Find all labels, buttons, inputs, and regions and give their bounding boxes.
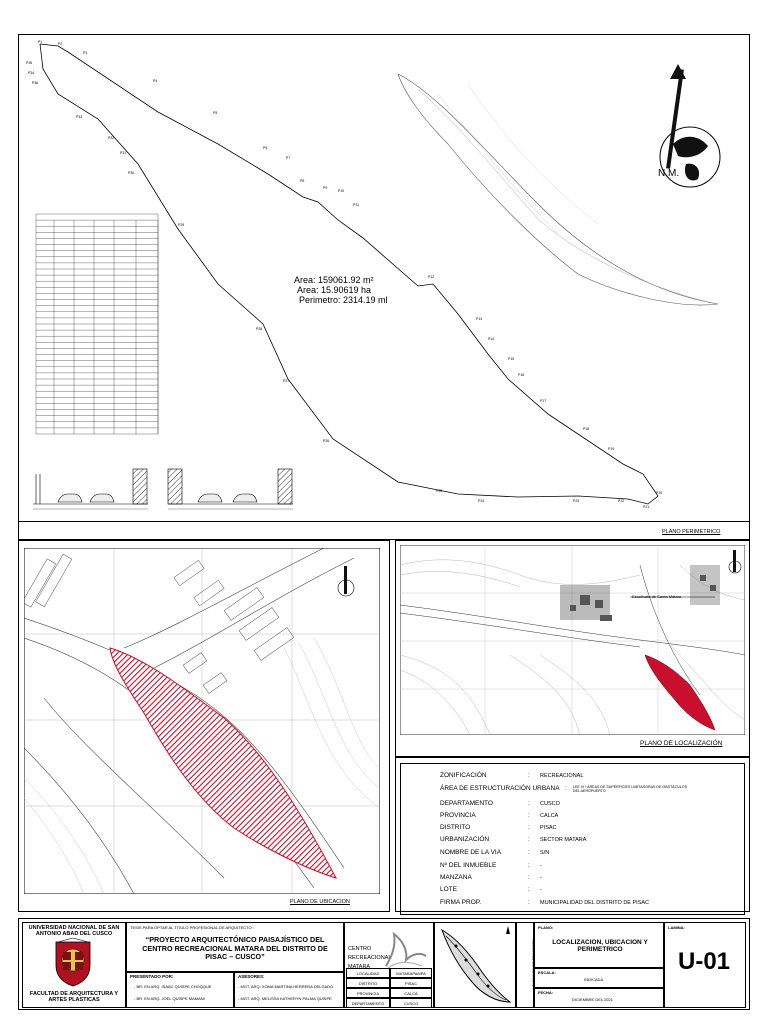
svg-text:P2: P2 — [58, 42, 63, 46]
svg-text:P17: P17 — [540, 399, 547, 403]
info-row-value: RECREACIONAL — [540, 773, 584, 779]
svg-text:P31: P31 — [120, 151, 127, 155]
localizacion-drawing — [400, 545, 745, 735]
info-row-colon: : — [528, 772, 530, 779]
advisor-2: - MGT. ARQ. MELISSA KATHERYN PALMA QUISPE — [238, 996, 332, 1001]
presenter-1: - BR. EN ARQ. ISAAC QUISPE CHOQQUE — [134, 984, 212, 989]
svg-text:P34: P34 — [28, 71, 35, 75]
info-row-value: - — [540, 875, 542, 881]
ubicacion-drawing — [24, 548, 380, 894]
info-row-label: PROVINCIA — [440, 812, 476, 819]
info-row-label: MANZANA — [440, 874, 472, 881]
loc-row-value: PISAC — [390, 978, 432, 988]
presenter-2: - BR. EN ARQ. JOEL QUISPE MAMANI — [134, 996, 205, 1001]
project-title: “PROYECTO ARQUITECTÓNICO PAISAJÍSTICO DEL CENTRO RECREACIONAL MATARA DEL DISTRITO DE PISAC – CUSCO” — [142, 935, 328, 962]
info-row-label: LOTE — [440, 886, 457, 893]
site-thumbnail — [436, 924, 514, 1006]
area-ha-text: Area: 15.90619 ha — [297, 285, 372, 295]
svg-text:P16: P16 — [518, 373, 525, 377]
info-row-label: URBANIZACIÓN — [440, 836, 490, 843]
svg-text:P18: P18 — [583, 427, 590, 431]
info-row-colon: : — [528, 899, 530, 906]
svg-text:P26: P26 — [323, 439, 330, 443]
loc-row-label: LOCALIDAD — [346, 968, 390, 978]
svg-text:P4: P4 — [153, 79, 158, 83]
svg-text:P30: P30 — [128, 171, 135, 175]
info-row-label: NOMBRE DE LA VIA — [440, 849, 502, 856]
svg-text:P28: P28 — [256, 327, 263, 331]
svg-text:P1: P1 — [38, 40, 43, 44]
svg-text:P21: P21 — [643, 505, 650, 509]
svg-text:P22: P22 — [618, 499, 625, 503]
loc-row-label: DEPARTAMENTO — [346, 998, 390, 1008]
advisor-1: - MGT. ARQ. XOMA MARTINA HERRERA DELGADO — [238, 984, 334, 989]
center-name-3: MATARA — [348, 964, 371, 970]
svg-text:P27: P27 — [283, 379, 290, 383]
info-row-colon: : — [528, 862, 530, 869]
svg-text:P3: P3 — [83, 51, 88, 55]
loc-row-value: CUSCO — [390, 998, 432, 1008]
center-name-2: RECREACIONAL — [348, 955, 392, 961]
escala-value: INDICADA — [584, 977, 604, 982]
svg-text:P10: P10 — [338, 189, 345, 193]
road-section-1 — [33, 469, 148, 509]
thesis-note: TESIS PARA OPTAR AL TITULO PROFESIONAL DE ARQUITECTO : — [130, 925, 254, 930]
info-row-colon: : — [528, 836, 530, 843]
info-row-value: S/N — [540, 850, 550, 856]
info-row-label: ÁREA DE ESTRUCTURACIÓN URBANA — [440, 785, 560, 792]
svg-text:P23: P23 — [573, 499, 580, 503]
info-row-colon: : — [528, 824, 530, 831]
university-name: UNIVERSIDAD NACIONAL DE SAN ANTONIO ABAD DEL CUSCO — [28, 925, 120, 937]
perimeter-polygon — [40, 44, 658, 504]
svg-text:P12: P12 — [428, 275, 435, 279]
info-row-value: LEE VI / ÁREAS DE SUPERFICIES LIMITADORAS DE OBSTÁCULOS DEL AEROPUERTO — [573, 785, 687, 793]
svg-text:P14: P14 — [488, 337, 495, 341]
loc-row-label: DISTRITO — [346, 978, 390, 988]
info-row-colon: : — [565, 785, 567, 792]
fecha-value: DICIEMBRE DEL 2021 — [572, 997, 613, 1002]
north-label: N.M. — [658, 168, 680, 179]
svg-text:P32: P32 — [108, 136, 115, 140]
perimeter-plan-caption: PLANO PERIMETRICO — [662, 529, 721, 535]
svg-text:P33: P33 — [76, 115, 83, 119]
advisors-label: ASESORES: — [238, 974, 265, 979]
info-row-label: Nº DEL INMUEBLE — [440, 862, 497, 869]
info-row-colon: : — [528, 886, 530, 893]
info-row-value: MUNICIPALIDAD DEL DISTRITO DE PISAC — [540, 900, 650, 906]
svg-text:P24: P24 — [478, 499, 485, 503]
svg-text:P36: P36 — [32, 81, 39, 85]
perimeter-text: Perimetro: 2314.19 ml — [299, 295, 388, 305]
info-row-value: SECTOR MATARÁ — [540, 837, 587, 843]
loc-row-value: CALCA — [390, 988, 432, 998]
svg-text:P19: P19 — [608, 447, 615, 451]
info-row-value: - — [540, 887, 542, 893]
lamina-label: LAMINA: — [668, 925, 685, 930]
faculty-name: FACULTAD DE ARQUITECTURA Y ARTES PLASTICAS — [29, 991, 119, 1003]
center-logo-icon — [382, 926, 430, 970]
site-label: UBICACION DE PROYECTO — [531, 939, 536, 989]
presented-by-label: PRESENTADO POR: — [130, 974, 174, 979]
svg-text:P9: P9 — [323, 186, 328, 190]
localizacion-caption: PLANO DE LOCALIZACIÓN — [640, 740, 723, 747]
ubicacion-caption: PLANO DE UBICACION — [290, 899, 350, 905]
info-row-value: PISAC — [540, 825, 557, 831]
loc-row-label: PROVINCIA — [346, 988, 390, 998]
info-row-colon: : — [528, 800, 530, 807]
svg-text:P25: P25 — [436, 489, 443, 493]
svg-text:P15: P15 — [508, 357, 515, 361]
escala-label: ESCALA: — [538, 970, 556, 975]
info-row-label: DEPARTAMENTO — [440, 800, 493, 807]
university-crest-icon — [52, 938, 94, 988]
info-row-value: CALCA — [540, 813, 559, 819]
perimeter-drawing — [18, 34, 750, 540]
plano-label: PLANO: — [538, 925, 554, 930]
svg-text:P8: P8 — [300, 179, 305, 183]
info-row-value: CUSCO — [540, 801, 560, 807]
info-row-label: ZONIFICACIÓN — [440, 772, 487, 779]
info-row-colon: : — [528, 812, 530, 819]
svg-text:P7: P7 — [286, 156, 291, 160]
coordinates-table — [36, 214, 158, 434]
center-name-1: CENTRO — [348, 946, 372, 952]
fecha-label: FECHA: — [538, 990, 554, 995]
info-row-colon: : — [528, 849, 530, 856]
svg-text:P6: P6 — [263, 146, 268, 150]
plano-title: LOCALIZACION, UBICACION Y PERIMETRICO — [552, 939, 648, 953]
site-outline-sketch — [398, 74, 718, 305]
info-row-value: - — [540, 863, 542, 869]
info-row-colon: : — [528, 874, 530, 881]
road-section-2 — [168, 469, 293, 509]
localizacion-callout: Escalinata de Santa Matara — [632, 594, 682, 599]
info-row-label: DISTRITO — [440, 824, 471, 831]
svg-text:P13: P13 — [476, 317, 483, 321]
loc-row-value: MATARAPAMPA — [390, 968, 432, 978]
svg-text:P29: P29 — [178, 223, 185, 227]
svg-text:P35: P35 — [26, 61, 33, 65]
area-m2-text: Area: 159061.92 m² — [294, 275, 374, 285]
svg-text:P11: P11 — [353, 203, 359, 207]
svg-text:P5: P5 — [213, 111, 218, 115]
info-row-label: FIRMA PROP. — [440, 899, 482, 906]
svg-text:P20: P20 — [656, 491, 663, 495]
lamina-value: U-01 — [678, 948, 731, 975]
